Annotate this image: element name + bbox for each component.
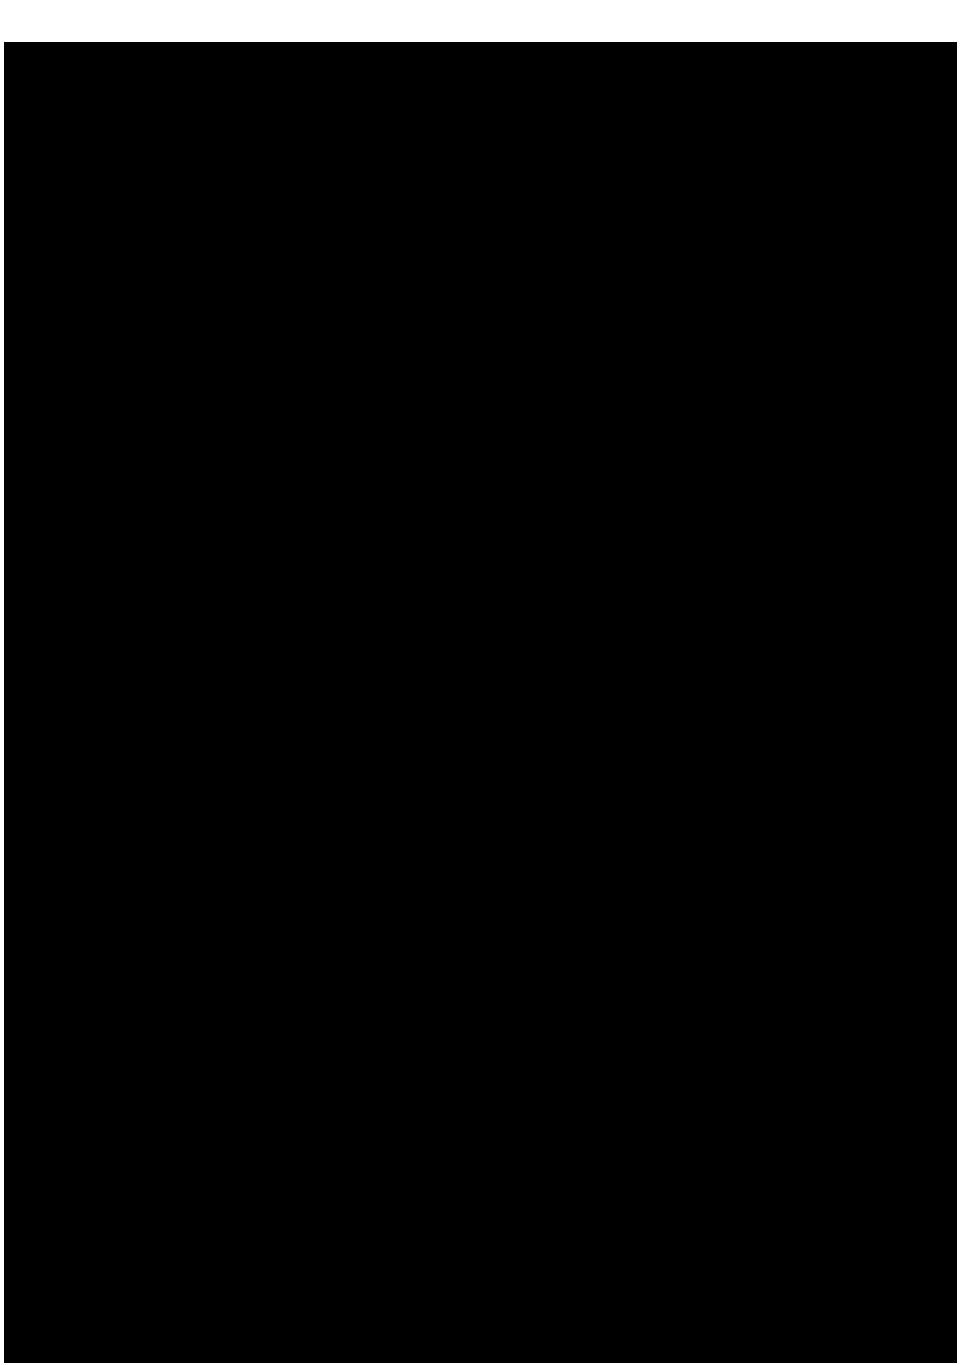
page-title [0,0,960,30]
events-table [4,42,957,1363]
